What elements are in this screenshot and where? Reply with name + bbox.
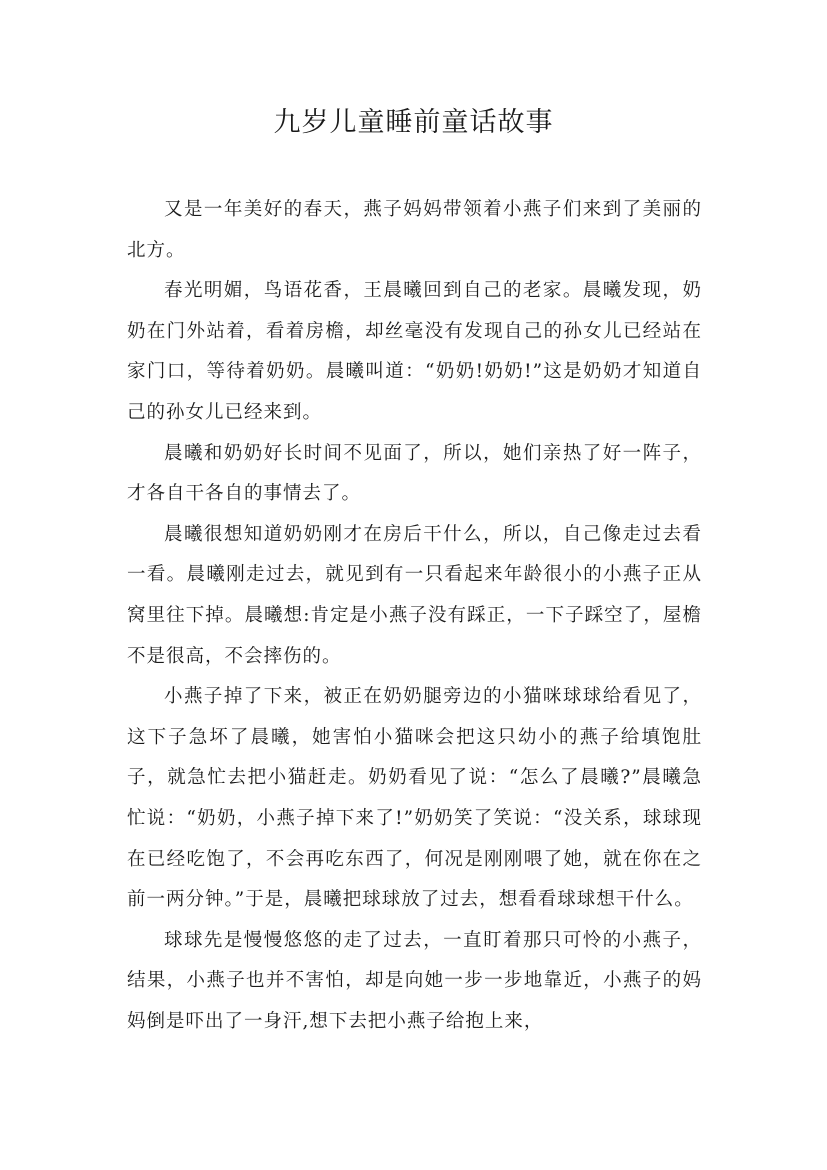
story-body (127, 190, 702, 1042)
story-paragraph-5: 小燕子掉了下来，被正在奶奶腿旁边的小猫咪球球给看见了，这下子急坏了晨曦，她害怕小猫咪会把这只幼小的燕子给填饱肚子，就急忙去把小猫赶走。奶奶看见了说：“怎么了晨曦?”晨曦急忙说：“奶奶，小燕子掉下来了!”奶奶笑了笑说：“没关系，球球现在已经吃饱了，不会再吃东西了，何况是刚刚喂了她，就在你在之前一两分钟。”于是，晨曦把球球放了过去，想看看球球想干什么。 (127, 686, 702, 911)
story-paragraph-3: 晨曦和奶奶好长时间不见面了，所以，她们亲热了好一阵子，才各自干各自的事情去了。 (127, 442, 702, 505)
story-paragraph-4: 晨曦很想知道奶奶刚才在房后干什么，所以，自己像走过去看一看。晨曦刚走过去，就见到有一只看起来年龄很小的小燕子正从窝里往下掉。晨曦想:肯定是小燕子没有踩正，一下子踩空了，屋檐不是很高，不会摔伤的。 (127, 523, 702, 667)
story-paragraph-2: 春光明媚，鸟语花香，王晨曦回到自己的老家。晨曦发现，奶奶在门外站着，看着房檐，却丝毫没有发现自己的孙女儿已经站在家门口，等待着奶奶。晨曦叫道：“奶奶!奶奶!”这是奶奶才知道自己的孙女儿已经来到。 (127, 280, 702, 423)
story-paragraph-6: 球球先是慢慢悠悠的走了过去，一直盯着那只可怜的小燕子，结果，小燕子也并不害怕，却是向她一步一步地靠近，小燕子的妈妈倒是吓出了一身汗,想下去把小燕子给抱上来， (127, 929, 702, 1032)
story-paragraph-1: 又是一年美好的春天，燕子妈妈带领着小燕子们来到了美丽的北方。 (127, 199, 702, 261)
document-title: 九岁儿童睡前童话故事 (273, 107, 554, 138)
